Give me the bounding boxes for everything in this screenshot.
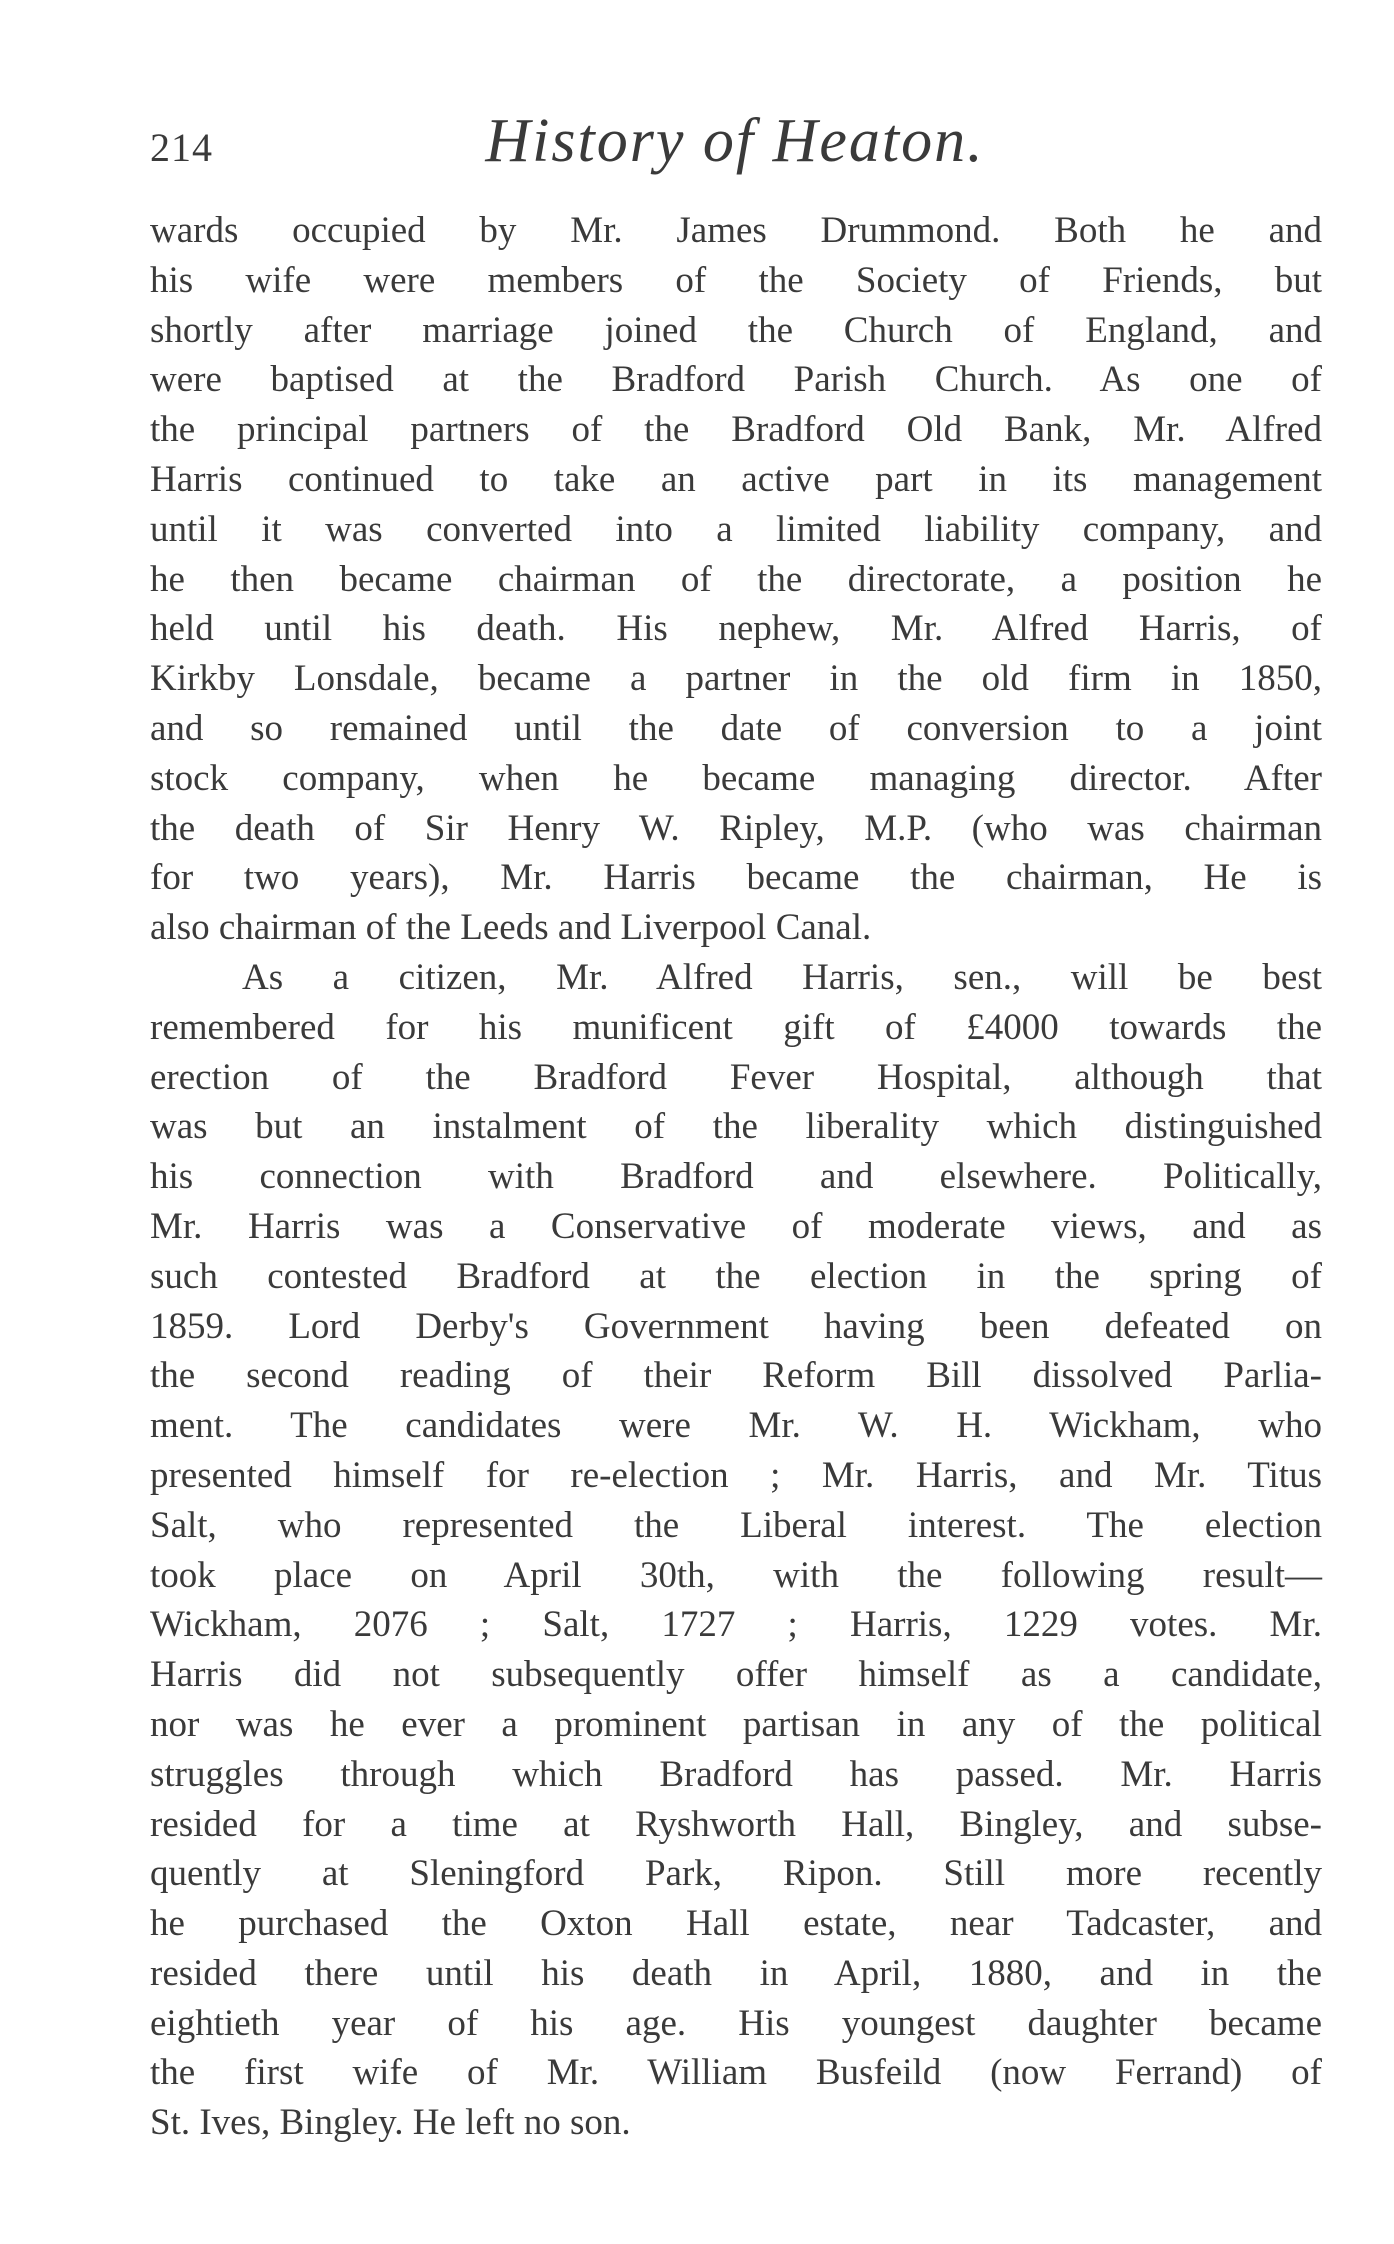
text-line: presented himself for re-election ; Mr. Harris, and Mr. Titus [150, 1454, 1322, 1496]
text-line: he then became chairman of the directorate, a position he [150, 558, 1322, 600]
text-line: he purchased the Oxton Hall estate, near Tadcaster, and [150, 1903, 1322, 1945]
text-line: quently at Sleningford Park, Ripon. Still more recently [150, 1853, 1322, 1895]
text-line: also chairman of the Leeds and Liverpool Canal. [150, 907, 872, 949]
text-line: 1859. Lord Derby's Government having been defeated on [150, 1305, 1322, 1347]
text-line: and so remained until the date of conversion to a joint [150, 707, 1322, 749]
text-line: Salt, who represented the Liberal interest. The election [150, 1504, 1322, 1546]
text-line: stock company, when he became managing director. After [150, 757, 1322, 799]
text-line: were baptised at the Bradford Parish Church. As one of [150, 359, 1322, 401]
text-line: resided for a time at Ryshworth Hall, Bingley, and subse- [150, 1803, 1322, 1845]
text-line: his wife were members of the Society of Friends, but [150, 259, 1322, 301]
text-line: the principal partners of the Bradford Old Bank, Mr. Alfred [150, 409, 1322, 451]
text-line: Kirkby Lonsdale, became a partner in the old firm in 1850, [150, 658, 1322, 700]
text-line: such contested Bradford at the election in the spring of [150, 1255, 1322, 1297]
text-line: eightieth year of his age. His youngest daughter became [150, 2002, 1322, 2044]
text-line: held until his death. His nephew, Mr. Alfred Harris, of [150, 608, 1322, 650]
text-line: ment. The candidates were Mr. W. H. Wickham, who [150, 1405, 1322, 1447]
text-line: was but an instalment of the liberality which distinguished [150, 1106, 1322, 1148]
running-title: History of Heaton. [485, 107, 985, 175]
text-line: Wickham, 2076 ; Salt, 1727 ; Harris, 1229 votes. Mr. [150, 1604, 1322, 1646]
running-head [150, 106, 1320, 176]
text-line: nor was he ever a prominent partisan in any of the political [150, 1703, 1322, 1745]
text-line: the death of Sir Henry W. Ripley, M.P. (who was chairman [150, 807, 1322, 849]
text-line: erection of the Bradford Fever Hospital, although that [150, 1056, 1322, 1098]
text-line: his connection with Bradford and elsewhere. Politically, [150, 1156, 1322, 1198]
text-line: St. Ives, Bingley. He left no son. [150, 2102, 631, 2144]
text-line: took place on April 30th, with the following result— [150, 1554, 1322, 1596]
text-line: struggles through which Bradford has passed. Mr. Harris [150, 1753, 1322, 1795]
text-line: As a citizen, Mr. Alfred Harris, sen., will be best [242, 956, 1322, 998]
text-line: Harris did not subsequently offer himself as a candidate, [150, 1654, 1322, 1696]
text-line: shortly after marriage joined the Church of England, and [150, 309, 1322, 351]
body-text [150, 206, 1322, 2148]
text-line: the second reading of their Reform Bill dissolved Parlia- [150, 1355, 1322, 1397]
text-line: remembered for his munificent gift of £4000 towards the [150, 1006, 1322, 1048]
page-number: 214 [150, 125, 213, 170]
text-line: resided there until his death in April, 1880, and in the [150, 1952, 1322, 1994]
text-line: until it was converted into a limited liability company, and [150, 508, 1322, 550]
text-line: Harris continued to take an active part in its management [150, 458, 1322, 500]
text-line: for two years), Mr. Harris became the chairman, He is [150, 857, 1322, 899]
text-line: the first wife of Mr. William Busfeild (now Ferrand) of [150, 2052, 1322, 2094]
text-line: wards occupied by Mr. James Drummond. Both he and [150, 210, 1322, 251]
text-line: Mr. Harris was a Conservative of moderate views, and as [150, 1205, 1322, 1247]
